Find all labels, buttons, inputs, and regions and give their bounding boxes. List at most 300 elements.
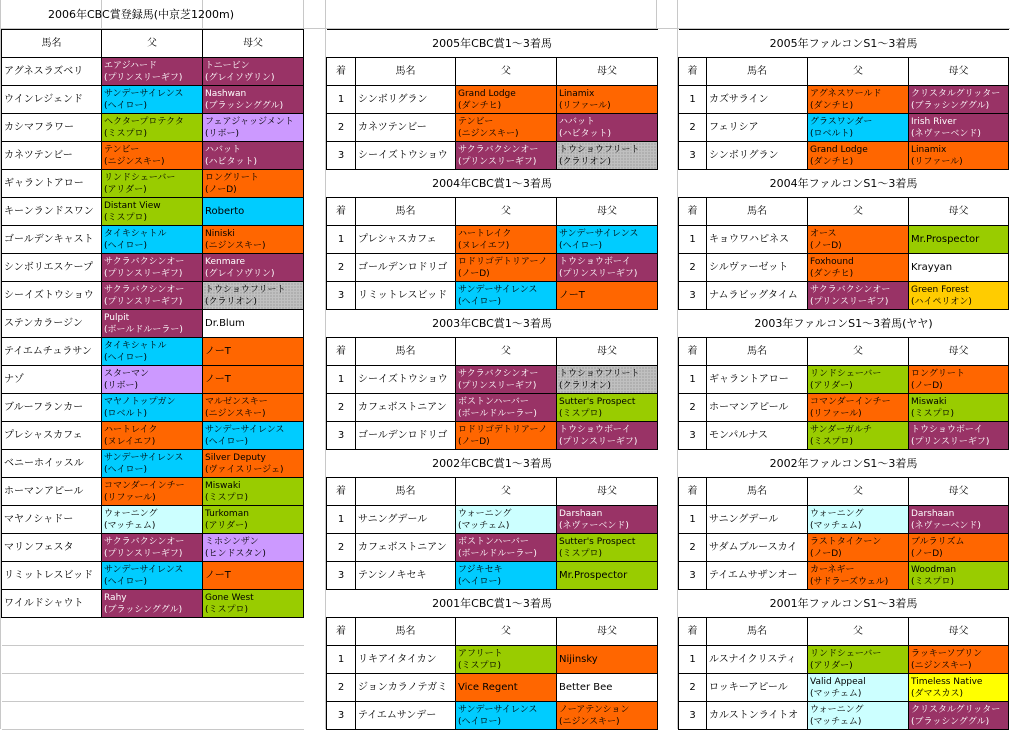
horse-name-cell-text: ワイルドシャウト <box>4 597 84 609</box>
horse-name-cell[interactable] <box>2 282 102 310</box>
horse-name-cell[interactable] <box>2 394 102 422</box>
horse-name-cell[interactable] <box>707 394 808 422</box>
dam-sire-cell[interactable] <box>203 226 304 254</box>
rank-cell[interactable] <box>679 534 707 562</box>
dam-sire-cell-sub: (クラリオン) <box>559 156 611 167</box>
table-row <box>679 562 1009 590</box>
sire-cell[interactable] <box>808 394 909 422</box>
dam-sire-cell-text: トウショウフリート <box>205 284 286 295</box>
sire-cell[interactable] <box>102 394 203 422</box>
horse-name-cell[interactable] <box>2 450 102 478</box>
horse-name-cell[interactable] <box>707 562 808 590</box>
sire-cell-sub: (ダンチヒ) <box>810 100 854 111</box>
rank-cell[interactable] <box>679 422 707 450</box>
header-dam-sire-text: 母父 <box>948 205 969 217</box>
dam-sire-cell[interactable] <box>909 534 1009 562</box>
sire-cell-text: エアジハード <box>104 60 158 71</box>
table-row <box>2 198 304 226</box>
dam-sire-cell[interactable] <box>909 394 1009 422</box>
rank-cell[interactable] <box>327 702 356 730</box>
horse-name-cell[interactable] <box>707 534 808 562</box>
rank-cell[interactable] <box>327 394 356 422</box>
empty-cell[interactable] <box>102 618 203 646</box>
dam-sire-cell-sub: (ニジンスキー) <box>205 408 266 419</box>
cbc-section-title-text: 2004年CBC賞1～3着馬 <box>432 176 552 190</box>
rank-cell[interactable] <box>679 646 707 674</box>
sire-cell[interactable] <box>456 254 557 282</box>
dam-sire-cell-text: Irish River <box>911 116 957 127</box>
horse-name-cell[interactable] <box>2 58 102 86</box>
dam-sire-cell[interactable] <box>909 254 1009 282</box>
dam-sire-cell[interactable] <box>909 366 1009 394</box>
sire-cell[interactable] <box>808 506 909 534</box>
falcon-section-title-text: 2001年ファルコンS1～3着馬 <box>769 596 918 610</box>
sire-cell[interactable] <box>456 506 557 534</box>
dam-sire-cell[interactable] <box>557 562 658 590</box>
header-name-text: 馬名 <box>395 485 416 497</box>
sire-cell[interactable] <box>808 86 909 114</box>
sire-cell[interactable] <box>102 254 203 282</box>
empty-cell[interactable] <box>203 618 304 646</box>
dam-sire-cell-text: Green Forest <box>911 284 969 295</box>
dam-sire-cell-text: フェアジャッジメント <box>205 116 294 127</box>
dam-sire-cell[interactable] <box>909 226 1009 254</box>
sire-cell-text: サンダーガルチ <box>810 424 873 435</box>
horse-name-cell[interactable] <box>707 422 808 450</box>
horse-name-cell[interactable] <box>707 282 808 310</box>
sire-cell[interactable] <box>102 338 203 366</box>
empty-cell[interactable] <box>102 646 203 674</box>
dam-sire-cell-sub: (ミスプロ) <box>205 604 249 615</box>
dam-sire-cell[interactable] <box>203 562 304 590</box>
cbc-header-row <box>327 478 658 506</box>
sire-cell[interactable] <box>102 534 203 562</box>
dam-sire-cell[interactable] <box>203 478 304 506</box>
dam-sire-cell-sub: (ブラッシンググル) <box>205 100 284 111</box>
dam-sire-cell[interactable] <box>909 646 1009 674</box>
dam-sire-cell[interactable] <box>909 702 1009 730</box>
sire-cell[interactable] <box>456 562 557 590</box>
falcon-section-title-text: 2003年ファルコンS1～3着馬(ヤヤ) <box>754 316 933 330</box>
table-row <box>2 506 304 534</box>
dam-sire-cell[interactable] <box>909 86 1009 114</box>
horse-name-cell[interactable] <box>2 114 102 142</box>
dam-sire-cell-text: ラッキーソブリン <box>911 648 983 659</box>
dam-sire-cell[interactable] <box>203 394 304 422</box>
cbc-section-title-text: 2001年CBC賞1～3着馬 <box>432 596 552 610</box>
horse-name-cell[interactable] <box>356 394 456 422</box>
falcon-section-title-text: 2005年ファルコンS1～3着馬 <box>769 36 918 50</box>
sire-cell-sub: (ニジンスキー) <box>458 128 519 139</box>
dam-sire-cell-text: トウショウフリート <box>559 368 640 379</box>
sire-cell[interactable] <box>456 226 557 254</box>
sire-cell-text: リンドシェーバー <box>104 172 176 183</box>
rank-cell[interactable] <box>679 86 707 114</box>
sire-cell-text: ラストタイクーン <box>810 536 882 547</box>
sire-cell[interactable] <box>102 422 203 450</box>
sire-cell[interactable] <box>456 366 557 394</box>
table-row <box>679 646 1009 674</box>
sire-cell-sub: (ミスプロ) <box>104 212 148 223</box>
sire-cell[interactable] <box>102 478 203 506</box>
horse-name-cell[interactable] <box>2 506 102 534</box>
horse-name-cell[interactable] <box>2 422 102 450</box>
horse-name-cell[interactable] <box>356 562 456 590</box>
falcon-header-row <box>679 198 1009 226</box>
sire-cell[interactable] <box>102 86 203 114</box>
dam-sire-cell[interactable] <box>557 702 658 730</box>
rank-cell-text: 1 <box>689 373 696 385</box>
empty-cell[interactable] <box>102 702 203 730</box>
rank-cell-text: 1 <box>689 233 696 245</box>
sire-cell-sub: (リファール) <box>104 492 156 503</box>
sire-cell-sub: (ボールドルーラー) <box>104 324 183 335</box>
sire-cell-text: リンドシェーバー <box>810 648 882 659</box>
horse-name-cell[interactable] <box>707 142 808 170</box>
sire-cell[interactable] <box>456 142 557 170</box>
rank-cell[interactable] <box>679 506 707 534</box>
rank-cell[interactable] <box>679 226 707 254</box>
sire-cell-sub: (ロベルト) <box>104 408 148 419</box>
horse-name-cell[interactable] <box>356 506 456 534</box>
sire-cell[interactable] <box>102 58 203 86</box>
sire-cell-text: Pulpit <box>104 312 130 323</box>
sire-cell[interactable] <box>102 226 203 254</box>
dam-sire-cell[interactable] <box>203 282 304 310</box>
header-rank <box>327 618 356 646</box>
dam-sire-cell[interactable] <box>203 310 304 338</box>
sire-cell-sub: (プリンスリーギフ) <box>104 268 183 279</box>
rank-cell[interactable] <box>679 562 707 590</box>
sire-cell-sub: (ヘイロー) <box>458 576 502 587</box>
dam-sire-cell[interactable] <box>909 142 1009 170</box>
sire-cell-sub: (プリンスリーギフ) <box>104 296 183 307</box>
horse-name-cell[interactable] <box>356 646 456 674</box>
horse-name-cell[interactable] <box>2 534 102 562</box>
dam-sire-cell[interactable] <box>203 422 304 450</box>
dam-sire-cell[interactable] <box>203 450 304 478</box>
rank-cell[interactable] <box>327 674 356 702</box>
sire-cell[interactable] <box>808 226 909 254</box>
table-row <box>679 114 1009 142</box>
header-sire <box>808 58 909 86</box>
header-dam-sire <box>909 478 1009 506</box>
sire-cell[interactable] <box>102 366 203 394</box>
table-row <box>679 366 1009 394</box>
empty-cell[interactable] <box>102 674 203 702</box>
sire-cell[interactable] <box>102 142 203 170</box>
rank-cell-text: 1 <box>337 373 345 385</box>
falcon-section-title-row <box>679 310 1009 338</box>
horse-name-cell[interactable] <box>356 702 456 730</box>
horse-name-cell[interactable] <box>356 142 456 170</box>
sire-cell[interactable] <box>808 366 909 394</box>
falcon-section-title <box>679 170 1009 198</box>
horse-name-cell[interactable] <box>2 254 102 282</box>
horse-name-cell[interactable] <box>2 562 102 590</box>
dam-sire-cell[interactable] <box>909 114 1009 142</box>
horse-name-cell[interactable] <box>707 114 808 142</box>
empty-cell[interactable] <box>2 702 102 730</box>
horse-name-cell-text: ステンカラージン <box>4 317 83 329</box>
sire-cell[interactable] <box>808 114 909 142</box>
horse-name-cell-text: テイエムサンデー <box>358 709 437 721</box>
sire-cell[interactable] <box>102 506 203 534</box>
rank-cell[interactable] <box>679 282 707 310</box>
rank-cell[interactable] <box>327 366 356 394</box>
header-sire <box>456 478 557 506</box>
sire-cell-text: サクラバクシンオー <box>810 284 891 295</box>
sire-cell[interactable] <box>456 282 557 310</box>
empty-cell[interactable] <box>2 618 102 646</box>
sire-cell[interactable] <box>456 86 557 114</box>
empty-cell[interactable] <box>2 674 102 702</box>
dam-sire-cell-sub: (ハビタット) <box>205 156 258 167</box>
header-dam-sire <box>557 478 658 506</box>
horse-name-cell[interactable] <box>707 366 808 394</box>
cbc-results-table <box>326 29 658 730</box>
dam-sire-cell[interactable] <box>557 226 658 254</box>
dam-sire-cell-sub: (プリンスリーギフ) <box>559 436 638 447</box>
cbc-section-title-row <box>327 170 658 198</box>
dam-sire-cell[interactable] <box>557 114 658 142</box>
dam-sire-cell[interactable] <box>557 254 658 282</box>
sire-cell-text: サンデーサイレンス <box>458 284 538 295</box>
dam-sire-cell[interactable] <box>203 506 304 534</box>
table-row <box>2 226 304 254</box>
sire-cell[interactable] <box>102 310 203 338</box>
empty-cell[interactable] <box>203 646 304 674</box>
horse-name-cell[interactable] <box>356 534 456 562</box>
rank-cell[interactable] <box>679 366 707 394</box>
table-row <box>327 366 658 394</box>
sire-cell[interactable] <box>808 254 909 282</box>
dam-sire-cell[interactable] <box>909 506 1009 534</box>
horse-name-cell[interactable] <box>2 198 102 226</box>
sire-cell[interactable] <box>808 646 909 674</box>
sire-cell-sub: (ヘイロー) <box>104 100 148 111</box>
horse-name-cell[interactable] <box>707 674 808 702</box>
dam-sire-cell[interactable] <box>557 394 658 422</box>
sire-cell[interactable] <box>102 450 203 478</box>
sire-cell[interactable] <box>808 674 909 702</box>
sire-cell[interactable] <box>808 562 909 590</box>
horse-name-cell-text: サニングデール <box>709 513 779 525</box>
rank-cell[interactable] <box>679 394 707 422</box>
sire-cell[interactable] <box>102 198 203 226</box>
dam-sire-cell[interactable] <box>557 366 658 394</box>
sire-cell-text: サクラバクシンオー <box>104 284 185 295</box>
sire-cell[interactable] <box>456 702 557 730</box>
horse-name-cell[interactable] <box>2 366 102 394</box>
horse-name-cell[interactable] <box>2 478 102 506</box>
header-rank <box>679 618 707 646</box>
dam-sire-cell[interactable] <box>557 506 658 534</box>
sire-cell-text: アグネスワールド <box>810 88 882 99</box>
header-sire-text: 父 <box>147 37 157 49</box>
header-rank-text: 着 <box>336 345 346 357</box>
dam-sire-cell[interactable] <box>203 142 304 170</box>
rank-cell[interactable] <box>679 114 707 142</box>
empty-cell[interactable] <box>203 702 304 730</box>
rank-cell[interactable] <box>327 282 356 310</box>
sire-cell-text: サクラバクシンオー <box>104 536 185 547</box>
sire-cell[interactable] <box>808 534 909 562</box>
table-row <box>2 142 304 170</box>
sire-cell[interactable] <box>808 142 909 170</box>
horse-name-cell[interactable] <box>356 282 456 310</box>
dam-sire-cell-sub: (ノーD) <box>205 184 237 195</box>
table-row <box>2 254 304 282</box>
falcon-header-row <box>679 338 1009 366</box>
rank-cell-text: 2 <box>337 401 345 413</box>
dam-sire-cell[interactable] <box>557 142 658 170</box>
horse-name-cell-text: アグネスラズベリ <box>4 65 84 77</box>
horse-name-cell[interactable] <box>2 590 102 618</box>
header-rank <box>327 198 356 226</box>
rank-cell[interactable] <box>327 226 356 254</box>
horse-name-cell[interactable] <box>356 366 456 394</box>
horse-name-cell[interactable] <box>2 142 102 170</box>
empty-cell[interactable] <box>2 646 102 674</box>
header-dam-sire <box>203 30 304 58</box>
registered-header-row <box>2 30 304 58</box>
horse-name-cell[interactable] <box>2 170 102 198</box>
horse-name-cell[interactable] <box>2 226 102 254</box>
dam-sire-cell[interactable] <box>557 282 658 310</box>
dam-sire-cell[interactable] <box>557 674 658 702</box>
dam-sire-cell-text: マルゼンスキー <box>205 396 268 407</box>
dam-sire-cell[interactable] <box>203 254 304 282</box>
dam-sire-cell[interactable] <box>557 534 658 562</box>
dam-sire-cell[interactable] <box>203 170 304 198</box>
rank-cell[interactable] <box>327 506 356 534</box>
sire-cell-sub: (プリンスリーギフ) <box>458 380 537 391</box>
header-rank-text: 着 <box>336 625 346 637</box>
horse-name-cell-text: シンボリエスケープ <box>4 261 94 273</box>
rank-cell[interactable] <box>327 562 356 590</box>
dam-sire-cell-sub: (ネヴァーベンド) <box>911 128 981 139</box>
dam-sire-cell[interactable] <box>557 422 658 450</box>
dam-sire-cell-text: Mr.Prospector <box>559 569 628 581</box>
dam-sire-cell[interactable] <box>203 58 304 86</box>
horse-name-cell[interactable] <box>2 86 102 114</box>
empty-cell[interactable] <box>203 674 304 702</box>
horse-name-cell[interactable] <box>707 86 808 114</box>
horse-name-cell[interactable] <box>356 86 456 114</box>
rank-cell[interactable] <box>679 142 707 170</box>
rank-cell[interactable] <box>679 674 707 702</box>
sire-cell-text: ウォーニング <box>458 508 512 519</box>
sire-cell[interactable] <box>456 646 557 674</box>
dam-sire-cell[interactable] <box>203 198 304 226</box>
horse-name-cell[interactable] <box>707 646 808 674</box>
sire-cell[interactable] <box>102 590 203 618</box>
empty-row <box>2 702 304 730</box>
horse-name-cell[interactable] <box>707 702 808 730</box>
dam-sire-cell[interactable] <box>203 590 304 618</box>
sire-cell-sub: (ノーD) <box>810 548 842 559</box>
dam-sire-cell[interactable] <box>909 674 1009 702</box>
horse-name-cell-text: ゴールデンキャスト <box>4 233 94 245</box>
falcon-section-title <box>679 310 1009 338</box>
rank-cell[interactable] <box>327 646 356 674</box>
sire-cell-text: スターマン <box>104 368 150 379</box>
dam-sire-cell[interactable] <box>909 562 1009 590</box>
horse-name-cell[interactable] <box>2 338 102 366</box>
sire-cell[interactable] <box>808 422 909 450</box>
sire-cell[interactable] <box>102 562 203 590</box>
sire-cell[interactable] <box>456 674 557 702</box>
dam-sire-cell[interactable] <box>909 282 1009 310</box>
table-row <box>679 674 1009 702</box>
sire-cell-sub: (ノーD) <box>810 240 842 251</box>
horse-name-cell[interactable] <box>356 226 456 254</box>
sire-cell[interactable] <box>456 422 557 450</box>
dam-sire-cell[interactable] <box>203 366 304 394</box>
dam-sire-cell[interactable] <box>203 338 304 366</box>
table-row <box>327 562 658 590</box>
dam-sire-cell[interactable] <box>557 86 658 114</box>
sire-cell[interactable] <box>102 114 203 142</box>
rank-cell[interactable] <box>327 422 356 450</box>
header-rank-text: 着 <box>336 485 346 497</box>
sire-cell-sub: (ニジンスキー) <box>104 156 165 167</box>
horse-name-cell[interactable] <box>707 254 808 282</box>
rank-cell[interactable] <box>679 702 707 730</box>
rank-cell[interactable] <box>327 254 356 282</box>
rank-cell[interactable] <box>327 86 356 114</box>
header-name <box>707 478 808 506</box>
rank-cell[interactable] <box>327 114 356 142</box>
cbc-section-title <box>327 310 658 338</box>
horse-name-cell[interactable] <box>356 114 456 142</box>
dam-sire-cell[interactable] <box>909 422 1009 450</box>
sire-cell[interactable] <box>808 702 909 730</box>
sire-cell-sub: (プリンスリーギフ) <box>810 296 889 307</box>
rank-cell[interactable] <box>327 142 356 170</box>
table-row <box>2 422 304 450</box>
horse-name-cell[interactable] <box>356 422 456 450</box>
dam-sire-cell[interactable] <box>203 86 304 114</box>
horse-name-cell-text: マリンフェスタ <box>4 541 74 553</box>
sire-cell[interactable] <box>456 114 557 142</box>
dam-sire-cell[interactable] <box>203 534 304 562</box>
dam-sire-cell[interactable] <box>557 646 658 674</box>
sire-cell[interactable] <box>456 394 557 422</box>
sire-cell[interactable] <box>808 282 909 310</box>
dam-sire-cell-text: サンデーサイレンス <box>205 424 285 435</box>
dam-sire-cell[interactable] <box>203 114 304 142</box>
horse-name-cell[interactable] <box>707 226 808 254</box>
sire-cell[interactable] <box>102 170 203 198</box>
rank-cell[interactable] <box>327 534 356 562</box>
horse-name-cell[interactable] <box>356 674 456 702</box>
sire-cell-sub: (ミスプロ) <box>810 436 854 447</box>
horse-name-cell[interactable] <box>356 254 456 282</box>
rank-cell-text: 2 <box>689 401 696 413</box>
sire-cell[interactable] <box>102 282 203 310</box>
rank-cell[interactable] <box>679 254 707 282</box>
sire-cell[interactable] <box>456 534 557 562</box>
horse-name-cell[interactable] <box>707 506 808 534</box>
dam-sire-cell-text: トウショウボーイ <box>911 424 983 435</box>
dam-sire-cell-text: Timeless Native <box>911 676 983 687</box>
table-row <box>679 702 1009 730</box>
horse-name-cell[interactable] <box>2 310 102 338</box>
header-name <box>707 58 808 86</box>
table-row <box>679 86 1009 114</box>
